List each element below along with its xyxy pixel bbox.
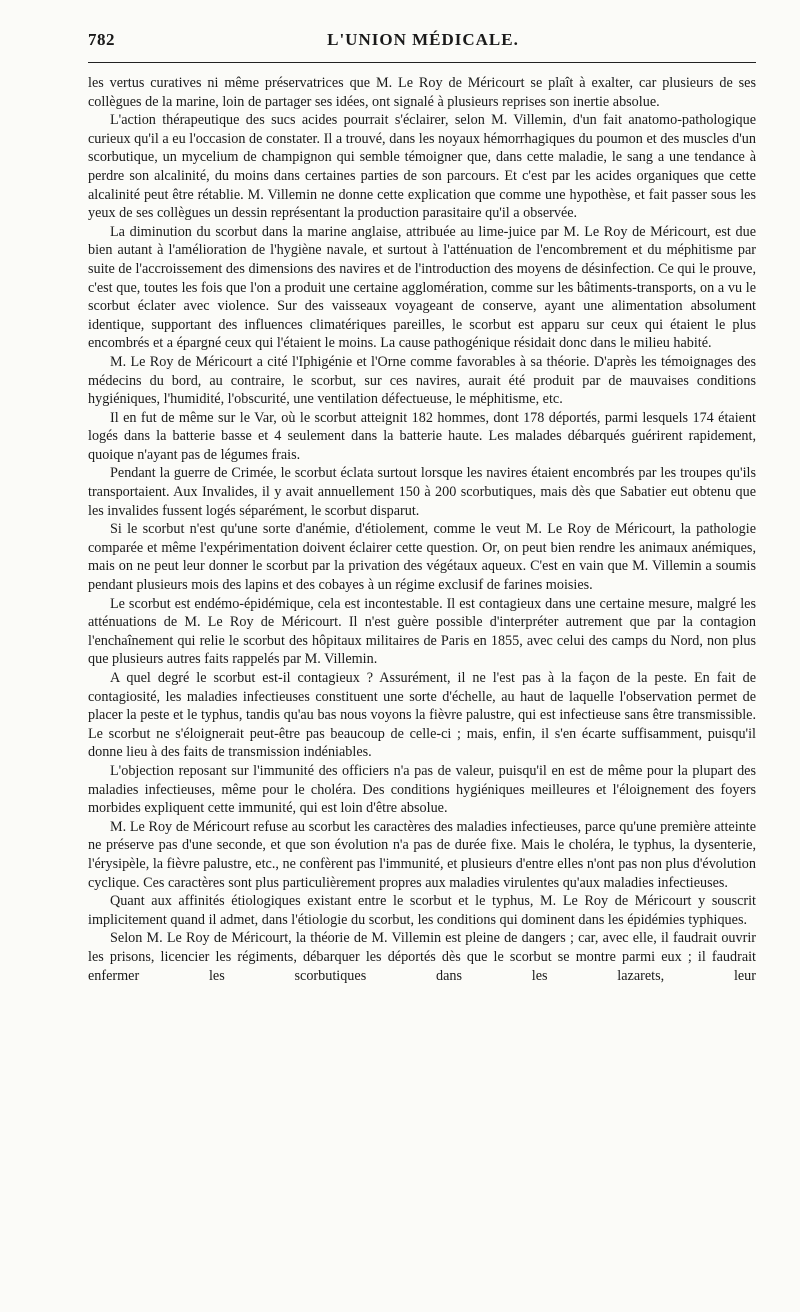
paragraph: M. Le Roy de Méricourt refuse au scorbut les caractères des maladies infectieuses, parce qu'une première atteinte ne préserve pas d'une seconde, et que son évolution n'a pas de durée fixe. Mais le choléra, le typhus, la dysenterie, l'érysipèle, la fièvre palustre, etc., ne confèrent pas l'immunité, et plusieurs d'entre elles n'ont pas non plus d'évolution cyclique. Ces caractères sont plus particulièrement propres aux maladies virulentes qu'aux maladies infectieuses. (88, 818, 756, 891)
paragraph: Pendant la guerre de Crimée, le scorbut éclata surtout lorsque les navires étaient encombrés par les troupes qu'ils transportaient. Aux Invalides, il y avait annuellement 150 à 200 scorbutiques, mais dès que Sabatier eut obtenu que les invalides fussent logés séparément, le scorbut disparut. (88, 465, 756, 519)
body-text (88, 74, 756, 985)
running-title: L'UNION MÉDICALE. (327, 30, 519, 49)
paragraph: Si le scorbut n'est qu'une sorte d'anémie, d'étiolement, comme le veut M. Le Roy de Méricourt, la pathologie comparée et même l'expérimentation doivent éclairer cette question. Or, on peut bien rendre les animaux anémiques, mais on ne peut leur donner le scorbut par la privation des végétaux aqueux. C'est en vain que M. Villemin a soumis pendant plusieurs mois des lapins et des cobayes à un régime exclusif de farines moisies. (88, 521, 756, 594)
paragraph: La diminution du scorbut dans la marine anglaise, attribuée au lime-juice par M. Le Roy de Méricourt, est due bien autant à l'amélioration de l'hygiène navale, et surtout à l'atténuation de l'encombrement et du méphitisme par suite de l'accroissement des dimensions des navires et de l'introduction des moyens de désinfection. Ce qui le prouve, c'est que, toutes les fois que l'on a produit une certaine agglomération, comme sur les bâtiments-transports, on a vu le scorbut éclater avec violence. Sur des vaisseaux voyageant de conserve, ayant une alimentation absolument identique, supportant des influences climatériques pareilles, le scorbut est apparu sur ceux qui étaient le plus encombrés et a épargné ceux qui l'étaient le moins. La cause pathogénique résidait donc dans le milieu habité. (88, 223, 756, 352)
page-header (88, 30, 758, 62)
paragraph: M. Le Roy de Méricourt a cité l'Iphigénie et l'Orne comme favorables à sa théorie. D'après les témoignages des médecins du bord, au contraire, le scorbut, sur ces navires, aurait été produit par de mauvaises conditions hygiéniques, l'humidité, l'obscurité, une ventilation défectueuse, le méphitisme, etc. (88, 353, 756, 408)
paragraph: Quant aux affinités étiologiques existant entre le scorbut et le typhus, M. Le Roy de Méricourt y souscrit implicitement quand il admet, dans l'étiologie du scorbut, les conditions qui dominent dans les épidémies typhiques. (88, 893, 756, 928)
paragraph: L'objection reposant sur l'immunité des officiers n'a pas de valeur, puisqu'il en est de même pour la plupart des maladies infectieuses, même pour le choléra. Des conditions hygiéniques meilleures et l'éloignement des foyers morbides expliquent cette immunité, qui est loin d'être absolue. (88, 762, 756, 817)
paragraph: Il en fut de même sur le Var, où le scorbut atteignit 182 hommes, dont 178 déportés, parmi lesquels 174 étaient logés dans la batterie basse et 4 seulement dans la batterie haute. Les malades débarqués guérirent rapidement, quoique n'ayant pas de légumes frais. (88, 409, 756, 463)
page-number: 782 (88, 30, 115, 49)
paragraph: L'action thérapeutique des sucs acides pourrait s'éclairer, selon M. Villemin, d'un fait anatomo-pathologique curieux qu'il a eu l'occasion de constater. Il a trouvé, dans les noyaux hémorrhagiques du poumon et des muscles d'un scorbutique, un mycelium de champignon qui semble témoigner que, dans cette maladie, le sang a une tendance à perdre son alcalinité, du moins dans certaines parties de son parcours. Et c'est par les acides organiques que cette alcalinité peut être rétablie. M. Villemin ne donne cette explication que comme une hypothèse, et fait passer sous les yeux de ses collègues un dessin représentant la production parasitaire qu'il a observée. (88, 112, 756, 222)
header-rule (88, 62, 756, 63)
paragraph: Selon M. Le Roy de Méricourt, la théorie de M. Villemin est pleine de dangers ; car, avec elle, il faudrait ouvrir les prisons, licencier les régiments, débarquer les déportés dès que le scorbut se montre parmi eux ; il faudrait enfermer les scorbutiques dans les lazarets, leur (88, 930, 756, 984)
paragraph: les vertus curatives ni même préservatrices que M. Le Roy de Méricourt se plaît à exalter, car plusieurs de ses collègues de la marine, loin de partager ses idées, ont signalé à plusieurs reprises son inertie absolue. (88, 75, 756, 110)
paragraph: A quel degré le scorbut est-il contagieux ? Assurément, il ne l'est pas à la façon de la peste. En fait de contagiosité, les maladies infectieuses constituent une sorte d'échelle, au haut de laquelle l'observation permet de placer la peste et le typhus, tandis qu'au bas nous voyons la fièvre palustre, qui est infectieuse sans être transmissible. Le scorbut ne s'éloignerait peut-être pas beaucoup de celle-ci ; mais, enfin, il s'en écarte suffisamment, puisqu'il donne lieu à des faits de transmission indéniables. (88, 670, 756, 761)
paragraph: Le scorbut est endémo-épidémique, cela est incontestable. Il est contagieux dans une certaine mesure, malgré les atténuations de M. Le Roy de Méricourt. Il n'est guère possible d'interpréter autrement que par la contagion l'enchaînement qui relie le scorbut des hôpitaux militaires de Paris en 1855, avec celui des camps du Nord, non plus que plusieurs autres faits rappelés par M. Villemin. (88, 595, 756, 668)
